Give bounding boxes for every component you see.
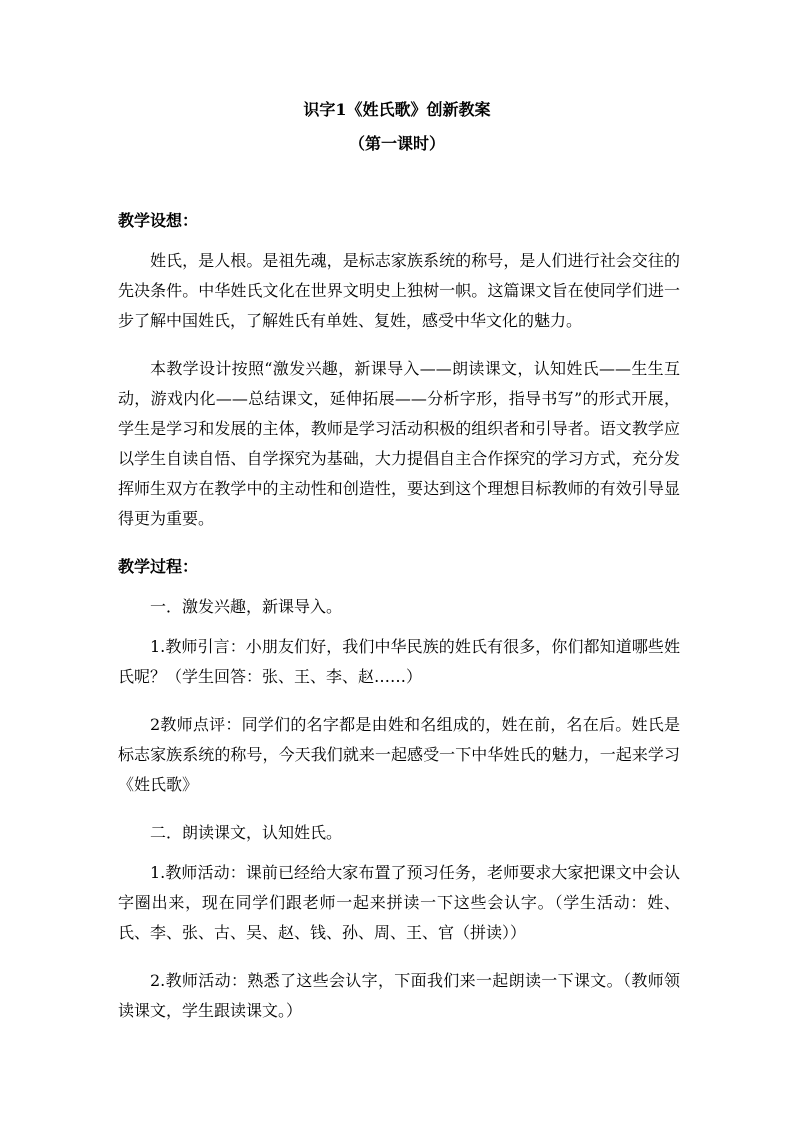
step2-title: 二．朗读课文，认知姓氏。 [150,823,343,842]
step1-item-2: 2教师点评：同学们的名字都是由姓和名组成的，姓在前，名在后。姓氏是标志家族系统的称号，今天我们就来一起感受一下中华姓氏的魅力，一起来学习《姓氏歌》 [118,715,680,794]
design-paragraph-1: 姓氏，是人根。是祖先魂，是标志家族系统的称号，是人们进行社会交往的先决条件。中华姓氏文化在世界文明史上独树一帜。这篇课文旨在使同学们进一步了解中国姓氏，了解姓氏有单姓、复姓，感受中华文化的魅力。 [118,251,680,330]
step1-title: 一．激发兴趣，新课导入。 [150,597,343,616]
design-paragraph-2: 本教学设计按照“激发兴趣，新课导入——朗读课文，认知姓氏——生生互动，游戏内化——总结课文，延伸拓展——分析字形，指导书写”的形式开展，学生是学习和发展的主体，教师是学习活动积极的组织者和引导者。语文教学应以学生自读自悟、自学探究为基础，大力提倡自主合作探究的学习方式，充分发挥师生双方在教学中的主动性和创造性，要达到这个理想目标教师的有效引导显得更为重要。 [118,359,680,528]
document-title: 识字1《姓氏歌》创新教案 [303,100,491,119]
step2-item-2: 2.教师活动：熟悉了这些会认字，下面我们来一起朗读一下课文。（教师领读课文，学生跟读课文。） [118,971,680,1020]
step2-item-1: 1.教师活动：课前已经给大家布置了预习任务，老师要求大家把课文中会认字圈出来，现在同学们跟老师一起来拼读一下这些会认字。（学生活动：姓、氏、李、张、古、吴、赵、钱、孙、周、王、官（拼读）） [118,863,680,942]
document-subtitle: （第一课时） [348,134,445,153]
section-heading-design: 教学设想： [118,211,199,230]
section-heading-process: 教学过程： [118,557,199,576]
step1-item-1: 1.教师引言：小朋友们好，我们中华民族的姓氏有很多，你们都知道哪些姓氏呢？（学生回答：张、王、李、赵……） [118,637,680,686]
